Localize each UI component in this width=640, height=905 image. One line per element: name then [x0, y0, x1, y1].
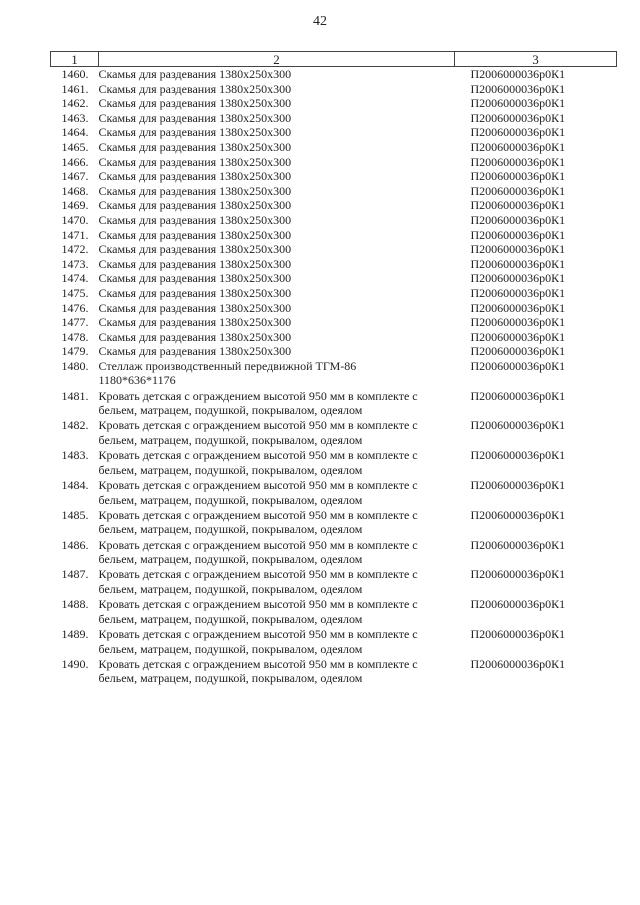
- table-row: [51, 184, 617, 199]
- row-item-name: Скамья для раздевания 1380x250x300: [98, 110, 292, 125]
- row-number: 1487.: [61, 567, 89, 582]
- table-row: [51, 67, 617, 82]
- header-row: [51, 52, 617, 67]
- row-inventory-code: П2006000036р0К1: [470, 154, 566, 169]
- row-number: 1463.: [61, 110, 89, 125]
- row-inventory-code: П2006000036р0К1: [470, 626, 566, 641]
- row-item-name: Кровать детская с ограждением высотой 950 мм в комплекте с бельем, матрацем, подушкой, покрывалом, одеялом: [98, 448, 418, 477]
- table-row: [51, 111, 617, 126]
- table-row: [51, 567, 617, 597]
- row-inventory-code: П2006000036р0К1: [470, 139, 566, 154]
- table-row: [51, 448, 617, 478]
- row-item-name: Скамья для раздевания 1380x250x300: [98, 212, 292, 227]
- header-col-code: 3: [455, 52, 617, 67]
- table-row: [51, 418, 617, 448]
- row-number: 1471.: [61, 227, 89, 242]
- row-item-name: Скамья для раздевания 1380x250x300: [98, 96, 292, 111]
- table-row: [51, 389, 617, 419]
- row-item-name: Кровать детская с ограждением высотой 950 мм в комплекте с бельем, матрацем, подушкой, покрывалом, одеялом: [98, 537, 418, 567]
- row-number: 1460.: [61, 67, 89, 81]
- row-item-name: Кровать детская с ограждением высотой 950 мм в комплекте с бельем, матрацем, подушкой, покрывалом, одеялом: [98, 597, 418, 626]
- row-inventory-code: П2006000036р0К1: [470, 198, 566, 213]
- row-item-name: Скамья для раздевания 1380x250x300: [98, 285, 292, 300]
- row-item-name: Скамья для раздевания 1380x250x300: [98, 183, 292, 198]
- row-inventory-code: П2006000036р0К1: [470, 537, 566, 552]
- row-item-name: Кровать детская с ограждением высотой 950 мм в комплекте с бельем, матрацем, подушкой, покрывалом, одеялом: [98, 567, 418, 596]
- row-item-name: Скамья для раздевания 1380x250x300: [98, 329, 292, 344]
- row-item-name: Скамья для раздевания 1380x250x300: [98, 315, 292, 330]
- row-inventory-code: П2006000036р0К1: [470, 212, 566, 227]
- row-item-name: Скамья для раздевания 1380x250x300: [98, 139, 292, 154]
- row-inventory-code: П2006000036р0К1: [470, 81, 566, 96]
- row-number: 1488.: [61, 597, 89, 612]
- row-inventory-code: П2006000036р0К1: [470, 448, 566, 463]
- row-inventory-code: П2006000036р0К1: [470, 656, 566, 671]
- row-number: 1483.: [61, 448, 89, 463]
- row-number: 1476.: [61, 300, 89, 315]
- row-item-name: Скамья для раздевания 1380x250x300: [98, 242, 292, 257]
- row-item-name: Скамья для раздевания 1380x250x300: [98, 271, 292, 286]
- table-row: [51, 257, 617, 272]
- row-number: 1467.: [61, 169, 89, 184]
- row-inventory-code: П2006000036р0К1: [470, 315, 566, 330]
- header-col-number: 1: [51, 52, 99, 67]
- table-row: [51, 315, 617, 330]
- row-number: 1468.: [61, 183, 89, 198]
- row-number: 1486.: [61, 537, 89, 552]
- row-item-name: Скамья для раздевания 1380x250x300: [98, 154, 292, 169]
- row-item-name: Кровать детская с ограждением высотой 950 мм в комплекте с бельем, матрацем, подушкой, покрывалом, одеялом: [98, 418, 418, 448]
- row-number: 1461.: [61, 81, 89, 96]
- table-row: [51, 301, 617, 316]
- row-item-name: Скамья для раздевания 1380x250x300: [98, 227, 292, 242]
- row-inventory-code: П2006000036р0К1: [470, 242, 566, 257]
- row-item-name: Скамья для раздевания 1380x250x300: [98, 256, 292, 271]
- row-number: 1485.: [61, 507, 89, 522]
- table-header: [51, 52, 617, 67]
- row-number: 1478.: [61, 329, 89, 344]
- table-row: [51, 198, 617, 213]
- inventory-table: [50, 51, 617, 686]
- table-row: [51, 286, 617, 301]
- row-number: 1484.: [61, 478, 89, 492]
- row-item-name: Скамья для раздевания 1380x250x300: [98, 67, 292, 81]
- row-item-name: Кровать детская с ограждением высотой 950 мм в комплекте с бельем, матрацем, подушкой, покрывалом, одеялом: [98, 656, 418, 686]
- header-col-name: 2: [99, 52, 455, 67]
- row-inventory-code: П2006000036р0К1: [470, 67, 566, 81]
- row-item-name: Кровать детская с ограждением высотой 950 мм в комплекте с бельем, матрацем, подушкой, покрывалом, одеялом: [98, 478, 418, 507]
- row-inventory-code: П2006000036р0К1: [470, 567, 566, 582]
- row-inventory-code: П2006000036р0К1: [470, 169, 566, 184]
- row-inventory-code: П2006000036р0К1: [470, 227, 566, 242]
- row-inventory-code: П2006000036р0К1: [470, 478, 566, 492]
- row-number: 1475.: [61, 285, 89, 300]
- table-row: [51, 242, 617, 257]
- row-number: 1466.: [61, 154, 89, 169]
- row-number: 1480.: [61, 358, 89, 373]
- row-number: 1472.: [61, 242, 89, 257]
- row-inventory-code: П2006000036р0К1: [470, 271, 566, 286]
- row-inventory-code: П2006000036р0К1: [470, 285, 566, 300]
- table-row: [51, 82, 617, 97]
- row-number: 1477.: [61, 315, 89, 330]
- row-inventory-code: П2006000036р0К1: [470, 329, 566, 344]
- row-number: 1479.: [61, 344, 89, 359]
- row-item-name: Стеллаж производственный передвижной ТГМ-86 1180*636*1176: [98, 358, 357, 388]
- table-row: [51, 213, 617, 228]
- row-number: 1465.: [61, 139, 89, 154]
- row-number: 1481.: [61, 388, 89, 403]
- table-row: [51, 155, 617, 170]
- row-inventory-code: П2006000036р0К1: [470, 358, 566, 373]
- row-item-name: Скамья для раздевания 1380x250x300: [98, 81, 292, 96]
- row-number: 1473.: [61, 256, 89, 271]
- row-item-name: Скамья для раздевания 1380x250x300: [98, 344, 292, 359]
- table-row: [51, 359, 617, 389]
- row-number: 1470.: [61, 212, 89, 227]
- row-number: 1464.: [61, 125, 89, 140]
- row-inventory-code: П2006000036р0К1: [470, 300, 566, 315]
- row-inventory-code: П2006000036р0К1: [470, 388, 566, 403]
- table-row: [51, 657, 617, 687]
- table-row: [51, 228, 617, 243]
- row-item-name: Кровать детская с ограждением высотой 950 мм в комплекте с бельем, матрацем, подушкой, покрывалом, одеялом: [98, 626, 418, 656]
- page-number: 42: [313, 14, 327, 29]
- table-row: [51, 597, 617, 627]
- row-item-name: Скамья для раздевания 1380x250x300: [98, 125, 292, 140]
- table-row: [51, 627, 617, 657]
- row-inventory-code: П2006000036р0К1: [470, 96, 566, 111]
- row-item-name: Кровать детская с ограждением высотой 950 мм в комплекте с бельем, матрацем, подушкой, покрывалом, одеялом: [98, 388, 418, 418]
- table-row: [51, 169, 617, 184]
- table-row: [51, 508, 617, 538]
- row-item-name: Скамья для раздевания 1380x250x300: [98, 169, 292, 184]
- table-row: [51, 271, 617, 286]
- row-inventory-code: П2006000036р0К1: [470, 125, 566, 140]
- row-number: 1489.: [61, 626, 89, 641]
- row-number: 1490.: [61, 656, 89, 671]
- table-body: [51, 67, 617, 687]
- row-item-name: Кровать детская с ограждением высотой 950 мм в комплекте с бельем, матрацем, подушкой, покрывалом, одеялом: [98, 507, 418, 537]
- row-inventory-code: П2006000036р0К1: [470, 507, 566, 522]
- row-item-name: Скамья для раздевания 1380x250x300: [98, 198, 292, 213]
- row-inventory-code: П2006000036р0К1: [470, 597, 566, 612]
- table-row: [51, 125, 617, 140]
- table-row: [51, 538, 617, 568]
- row-inventory-code: П2006000036р0К1: [470, 344, 566, 359]
- table-row: [51, 344, 617, 359]
- table-row: [51, 330, 617, 345]
- table-row: [51, 478, 617, 508]
- table-row: [51, 96, 617, 111]
- row-inventory-code: П2006000036р0К1: [470, 183, 566, 198]
- table-row: [51, 140, 617, 155]
- row-inventory-code: П2006000036р0К1: [470, 256, 566, 271]
- row-number: 1474.: [61, 271, 89, 286]
- row-number: 1469.: [61, 198, 89, 213]
- row-number: 1462.: [61, 96, 89, 111]
- row-inventory-code: П2006000036р0К1: [470, 110, 566, 125]
- row-inventory-code: П2006000036р0К1: [470, 418, 566, 433]
- row-number: 1482.: [61, 418, 89, 433]
- row-item-name: Скамья для раздевания 1380x250x300: [98, 300, 292, 315]
